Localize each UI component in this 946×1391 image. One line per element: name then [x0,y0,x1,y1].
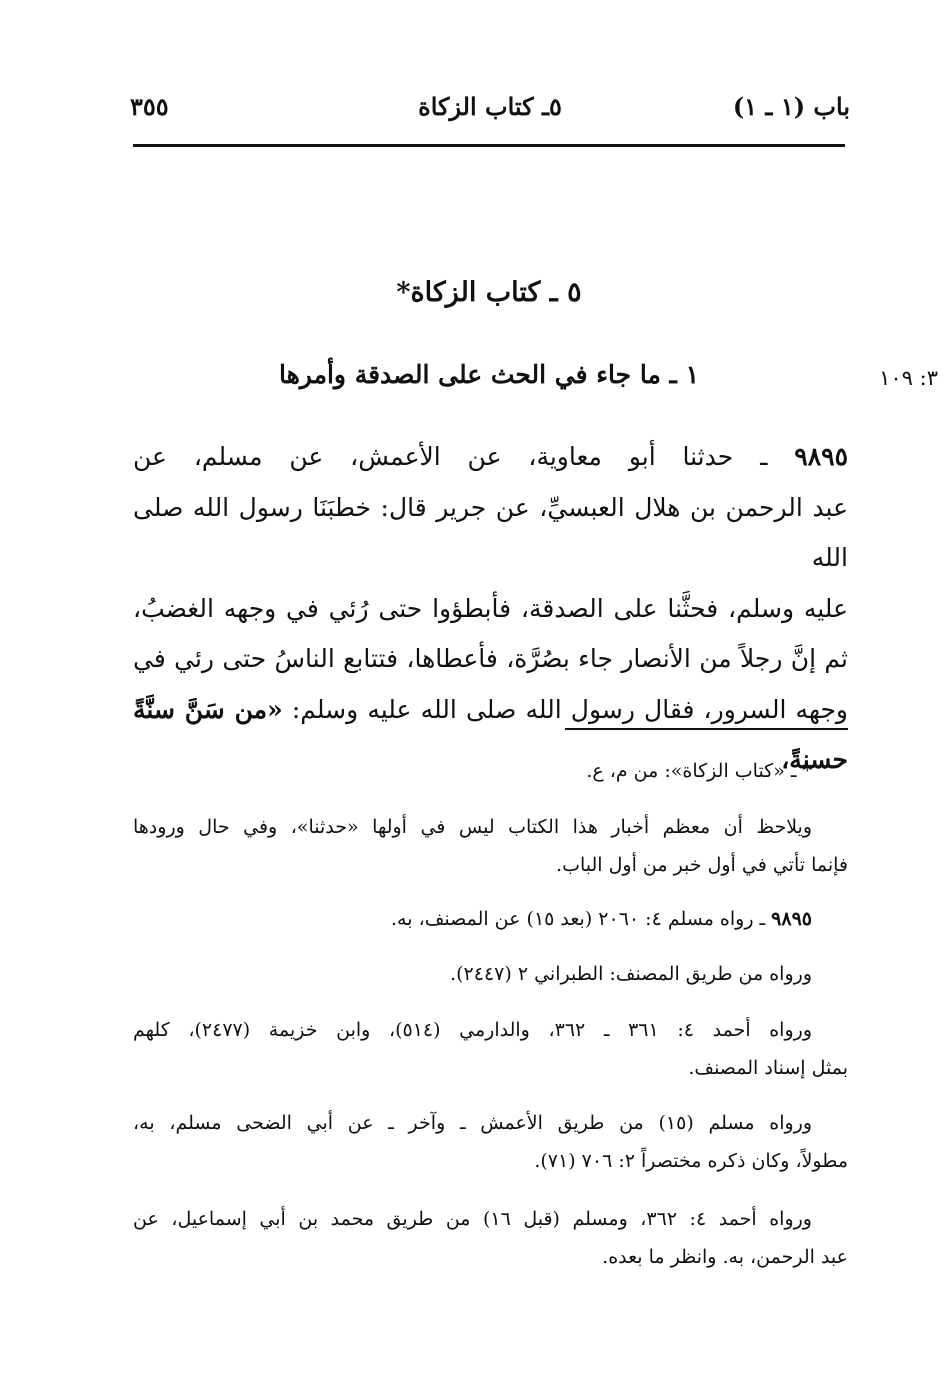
footnote-line: فإنما تأتي في أول خبر من أول الباب. [556,854,848,876]
hadith-line: عبد الرحمن بن هلال العبسيِّ، عن جرير قال: خطبَنَا رسول الله صلى الله [133,492,848,572]
hadith-number: ٩٨٩٥ [794,442,848,471]
footnote-ref-number: ٩٨٩٥ [771,908,812,930]
hadith-line: عليه وسلم، فحثَّنا على الصدقة، فأبطؤوا حتى رُئي في وجهه الغضبُ، [133,593,848,623]
footnote-star-text: * ـ «كتاب الزكاة»: من م، ع. [586,760,812,782]
footnote-line2 [133,955,848,993]
footnote-note [133,808,848,884]
page-number: ٣٥٥ [130,92,169,121]
margin-reference: ٣: ١٠٩ [879,366,938,390]
hadith-line: ثم إنَّ رجلاً من الأنصار جاء بصُرَّة، فأعطاها، فتتابع الناسُ حتى رئي في [133,644,848,673]
running-title: ٥ـ كتاب الزكاة [418,92,562,121]
footnote-line: ورواه أحمد ٤: ٣٦٢، ومسلم (قبل ١٦) من طريق محمد بن أبي إسماعيل، عن [133,1208,812,1230]
footnote-para5 [133,1200,848,1276]
footnote-line: بمثل إسناد المصنف. [688,1057,848,1079]
footnote-para3 [133,1011,848,1087]
footnote-line: ورواه أحمد ٤: ٣٦١ ـ ٣٦٢، والدارمي (٥١٤)، وابن خزيمة (٢٤٧٧)، كلهم [133,1019,812,1041]
chapter-title: ١ ـ ما جاء في الحث على الصدقة وأمرها [278,360,700,389]
footnote-line: مطولاً، وكان ذكره مختصراً ٢: ٧٠٦ (٧١). [534,1150,848,1172]
hadith-line-text: وجهه السرور، فقال رسول الله صلى الله عليه وسلم: [291,694,849,724]
footnote-star [133,752,848,790]
hadith-quote: «من سَنَّ سنَّةً حسنةً، [133,694,848,774]
section-reference: باب (١ ـ ١) [732,92,850,121]
footnote-ref [133,900,848,938]
hadith-text [133,432,848,786]
footnote-line: عبد الرحمن، به. وانظر ما بعده. [602,1246,848,1268]
page-header [130,92,850,136]
hadith-line-text: ـ حدثنا أبو معاوية، عن الأعمش، عن مسلم، عن [133,442,768,471]
header-rule [133,144,845,147]
footnote-ref-text: ـ رواه مسلم ٤: ٢٠٦٠ (بعد ١٥) عن المصنف، به. [391,908,766,930]
footnote-line: ورواه مسلم (١٥) من طريق الأعمش ـ وآخر ـ عن أبي الضحى مسلم، به، [133,1112,812,1134]
footnote-para4 [133,1104,848,1180]
book-title: ٥ ـ كتاب الزكاة* [396,277,582,308]
footnote-line [133,900,848,938]
footnote-line: ويلاحظ أن معظم أخبار هذا الكتاب ليس في أولها «حدثنا»، وفي حال ورودها [133,816,812,838]
chapter-heading [133,360,845,400]
footnote-line: ورواه من طريق المصنف: الطبراني ٢ (٢٤٤٧). [450,963,812,985]
footnote-rule [565,728,848,730]
hadith-line [133,432,848,483]
